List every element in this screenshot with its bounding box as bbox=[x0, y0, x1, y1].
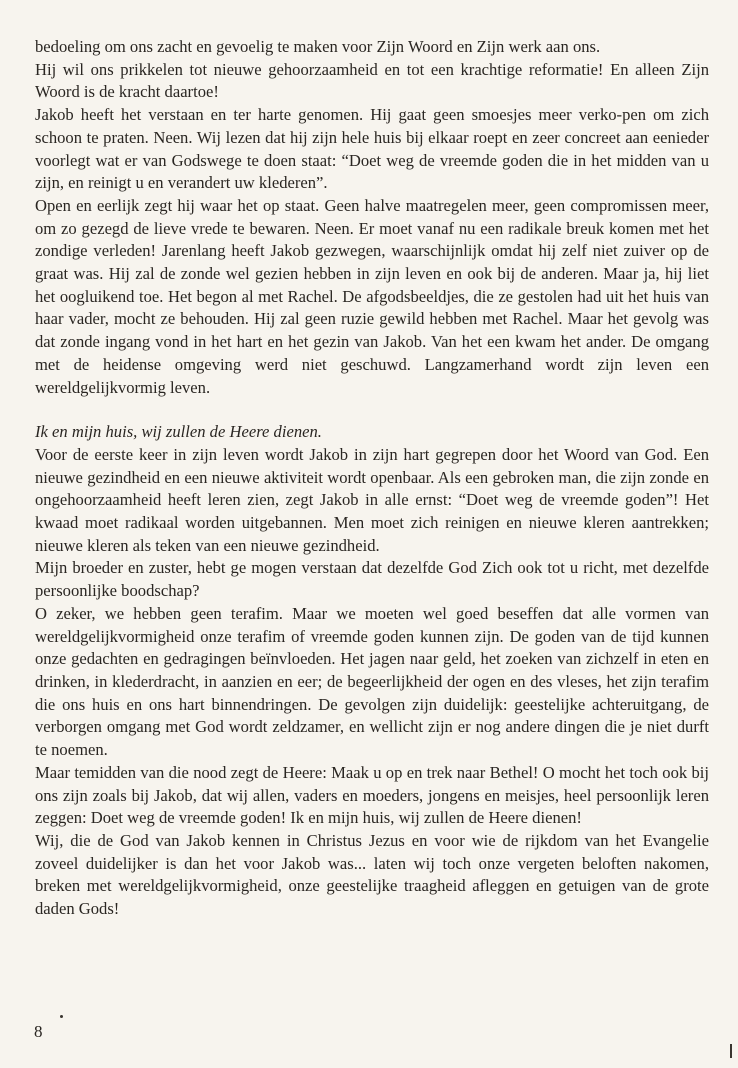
paragraph: Wij, die de God van Jakob kennen in Christus Jezus en voor wie de rijkdom van het Evangelie zoveel duidelijker is dan het voor Jakob was... laten wij toch onze vergeten beloften nakomen, breken met wereldgelijkvormigheid, onze geestelijke traagheid afleggen en getuigen van de grote daden Gods! bbox=[35, 830, 709, 919]
scan-edge-mark bbox=[730, 1044, 732, 1058]
paragraph: Hij wil ons prikkelen tot nieuwe gehoorzaamheid en tot een krachtige reformatie! En alleen Zijn Woord is de kracht daartoe! bbox=[35, 59, 709, 102]
paragraph: Maar temidden van die nood zegt de Heere: Maak u op en trek naar Bethel! O mocht het toch ook bij ons zijn zoals bij Jakob, dat wij allen, vaders en moeders, jongens en meisjes, heel persoonlijk leren zeggen: Doet weg de vreemde goden! Ik en mijn huis, wij zullen de Heere dienen! bbox=[35, 762, 709, 828]
page-body bbox=[35, 36, 709, 921]
section-heading: Ik en mijn huis, wij zullen de Heere dienen. bbox=[35, 422, 322, 442]
paragraph: bedoeling om ons zacht en gevoelig te maken voor Zijn Woord en Zijn werk aan ons. bbox=[35, 37, 601, 56]
section-spacer bbox=[35, 399, 709, 421]
page-number: 8 bbox=[34, 1022, 43, 1041]
paragraph: O zeker, we hebben geen terafim. Maar we moeten wel goed beseffen dat alle vormen van wereldgelijkvormigheid onze terafim of vreemde goden kunnen zijn. De goden van de tijd kunnen onze gedachten en gedragingen beïnvloeden. Het jagen naar geld, het zoeken van zichzelf in eten en drinken, in klederdracht, in aanzien en eer; de begeerlijkheid der ogen en des vleses, het zijn terafim die ons huis en ons hart binnendringen. De gevolgen zijn duidelijk: geestelijke achteruitgang, de verborgen omgang met God wordt zeldzamer, en wellicht zijn er nog andere dingen die je niet durft te noemen. bbox=[35, 603, 709, 760]
print-speck bbox=[60, 1015, 63, 1018]
paragraph: Voor de eerste keer in zijn leven wordt Jakob in zijn hart gegrepen door het Woord van God. Een nieuwe gezindheid en een nieuwe aktiviteit wordt openbaar. Als een gebroken man, die zijn zonde en ongehoorzaamheid heeft leren zien, zegt Jakob in alle ernst: “Doet weg de vreemde goden”! Het kwaad moet radikaal worden uitgebannen. Men moet zich reinigen en nieuwe kleren aantrekken; nieuwe kleren als teken van een nieuwe gezindheid. bbox=[35, 444, 709, 555]
paragraph: Mijn broeder en zuster, hebt ge mogen verstaan dat dezelfde God Zich ook tot u richt, met dezelfde persoonlijke boodschap? bbox=[35, 558, 709, 601]
paragraph: Jakob heeft het verstaan en ter harte genomen. Hij gaat geen smoesjes meer verko-pen om zich schoon te praten. Neen. Wij lezen dat hij zijn hele huis bij elkaar roept en zeer concreet aan eenieder voorlegt wat er van Godswege te doen staat: “Doet weg de vreemde goden die in het midden van u zijn, en reinigt u en verandert uw klederen”. bbox=[35, 105, 709, 193]
paragraph: Open en eerlijk zegt hij waar het op staat. Geen halve maatregelen meer, geen compromissen meer, om zo gezegd de lieve vrede te bewaren. Neen. Er moet vanaf nu een radikale breuk komen met het zondige verleden! Jarenlang heeft Jakob gezwegen, waarschijnlijk omdat hij zelf niet zuiver op de graat was. Hij zal de zonde wel gezien hebben in zijn leven en ook bij de anderen. Maar ja, hij liet het oogluikend toe. Het begon al met Rachel. De afgodsbeeldjes, die ze gestolen had uit het huis van haar vader, mocht ze behouden. Hij zal geen ruzie gewild hebben met Rachel. Maar het gevolg was dat zonde ingang vond in het hart en het gezin van Jakob. Van het een kwam het ander. De omgang met de heidense omgeving werd niet geschuwd. Langzamerhand wordt zijn leven een wereldgelijkvormig leven. bbox=[35, 195, 709, 397]
